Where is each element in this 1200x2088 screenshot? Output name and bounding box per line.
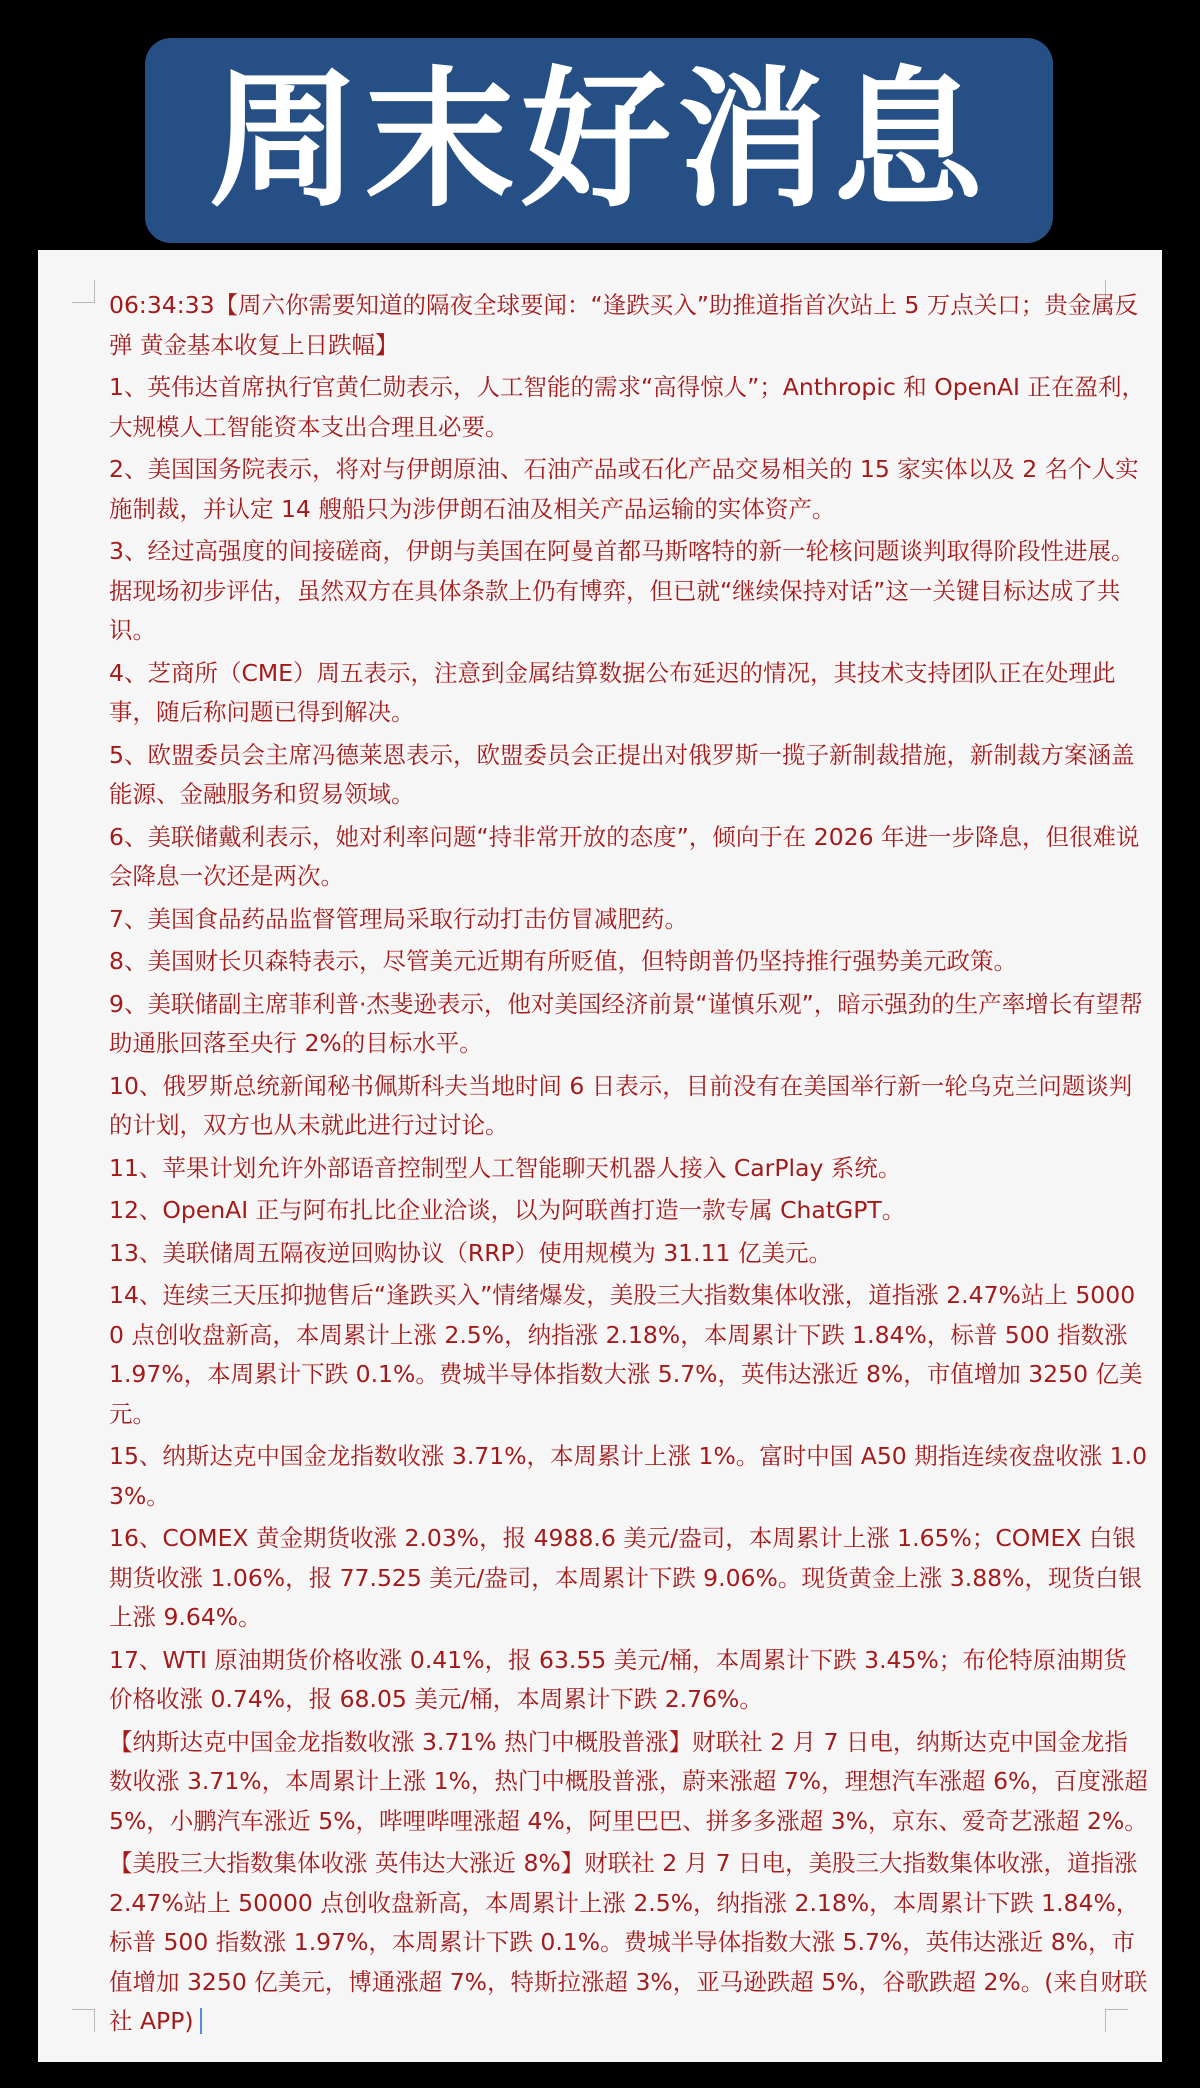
news-item-4: 4、芝商所（CME）周五表示，注意到金属结算数据公布延迟的情况，其技术支持团队正在处理此事，随后称问题已得到解决。 (109, 658, 1116, 726)
news-bulletin-us-stocks-text: 【美股三大指数集体收涨 英伟达大涨近 8%】财联社 2 月 7 日电，美股三大指数集体收涨，道指涨 2.47%站上 50000 点创收盘新高，本周累计上涨 2.5%，纳指涨 2.18%，本周累计下跌 1.84%，标普 500 指数涨 1.97%，本周累计下跌 0.1%。费城半导体指数大涨 5.7%，英伟达涨近 8%，市值增加 3250 亿美元，博通涨超 7%，特斯拉涨超 3%，亚马逊跌超 5%，谷歌跌超 2%。(来自财联社 APP) (109, 1849, 1148, 2035)
news-item-1: 1、英伟达首席执行官黄仁勋表示，人工智能的需求“高得惊人”；Anthropic 和 OpenAI 正在盈利，大规模人工智能资本支出合理且必要。 (109, 373, 1145, 441)
news-item-15: 15、纳斯达克中国金龙指数收涨 3.71%，本周累计上涨 1%。富时中国 A50 期指连续夜盘收涨 1.03%。 (109, 1442, 1148, 1510)
news-item-13: 13、美联储周五隔夜逆回购协议（RRP）使用规模为 31.11 亿美元。 (109, 1238, 832, 1267)
news-item-16: 16、COMEX 黄金期货收涨 2.03%，报 4988.6 美元/盎司，本周累计上涨 1.65%；COMEX 白银期货收涨 1.06%，报 77.525 美元/盎司，本周累计下跌 9.06%。现货黄金上涨 3.88%，现货白银上涨 9.64%。 (109, 1524, 1142, 1631)
news-bulletin-us-stocks (109, 1844, 1149, 2042)
news-item-14: 14、连续三天压抑抛售后“逢跌买入”情绪爆发，美股三大指数集体收涨，道指涨 2.47%站上 50000 点创收盘新高，本周累计上涨 2.5%，纳指涨 2.18%，本周累计下跌 1.84%，标普 500 指数涨 1.97%，本周累计下跌 0.1%。费城半导体指数大涨 5.7%，英伟达涨近 8%，市值增加 3250 亿美元。 (109, 1281, 1143, 1428)
page-corner-mark (72, 2009, 95, 2032)
text-cursor (200, 2008, 202, 2034)
news-item-10: 10、俄罗斯总统新闻秘书佩斯科夫当地时间 6 日表示，目前没有在美国举行新一轮乌克兰问题谈判的计划，双方也从未就此进行过讨论。 (109, 1071, 1133, 1139)
news-item-6: 6、美联储戴利表示，她对利率问题“持非常开放的态度”，倾向于在 2026 年进一步降息，但很难说会降息一次还是两次。 (109, 822, 1140, 890)
news-item-3: 3、经过高强度的间接磋商，伊朗与美国在阿曼首都马斯喀特的新一轮核问题谈判取得阶段性进展。据现场初步评估，虽然双方在具体条款上仍有博弈，但已就“继续保持对话”这一关键目标达成了共识。 (109, 537, 1135, 644)
news-item-9: 9、美联储副主席菲利普·杰斐逊表示，他对美国经济前景“谨慎乐观”，暗示强劲的生产率增长有望帮助通胀回落至央行 2%的目标水平。 (109, 989, 1143, 1057)
document-body[interactable] (109, 286, 1149, 2045)
news-item-5: 5、欧盟委员会主席冯德莱恩表示，欧盟委员会正提出对俄罗斯一揽子新制裁措施，新制裁方案涵盖能源、金融服务和贸易领域。 (109, 740, 1135, 808)
title-banner (145, 38, 1053, 243)
news-item-2: 2、美国国务院表示，将对与伊朗原油、石油产品或石化产品交易相关的 15 家实体以及 2 名个人实施制裁，并认定 14 艘船只为涉伊朗石油及相关产品运输的实体资产。 (109, 455, 1139, 523)
headline-paragraph: 06:34:33【周六你需要知道的隔夜全球要闻：“逢跌买入”助推道指首次站上 5 万点关口；贵金属反弹 黄金基本收复上日跌幅】 (109, 291, 1139, 359)
news-item-11: 11、苹果计划允许外部语音控制型人工智能聊天机器人接入 CarPlay 系统。 (109, 1153, 902, 1182)
document-page (38, 250, 1162, 2062)
news-item-8: 8、美国财长贝森特表示，尽管美元近期有所贬值，但特朗普仍坚持推行强势美元政策。 (109, 947, 1017, 975)
page-corner-mark (72, 280, 95, 303)
news-bulletin-china-golden-dragon: 【纳斯达克中国金龙指数收涨 3.71% 热门中概股普涨】财联社 2 月 7 日电，纳斯达克中国金龙指数收涨 3.71%，本周累计上涨 1%，热门中概股普涨，蔚来涨超 7%，理想汽车涨超 6%，百度涨超 5%，小鹏汽车涨近 5%，哔哩哔哩涨超 4%，阿里巴巴、拼多多涨超 3%，京东、爱奇艺涨超 2%。 (109, 1727, 1148, 1835)
page-title: 周末好消息 (208, 53, 989, 228)
news-item-17: 17、WTI 原油期货价格收涨 0.41%，报 63.55 美元/桶，本周累计下跌 3.45%；布伦特原油期货价格收涨 0.74%，报 68.05 美元/桶，本周累计下跌 2.76%。 (109, 1645, 1127, 1713)
news-item-7: 7、美国食品药品监督管理局采取行动打击仿冒减肥药。 (109, 904, 688, 933)
news-item-12: 12、OpenAI 正与阿布扎比企业洽谈，以为阿联酋打造一款专属 ChatGPT。 (109, 1196, 906, 1224)
